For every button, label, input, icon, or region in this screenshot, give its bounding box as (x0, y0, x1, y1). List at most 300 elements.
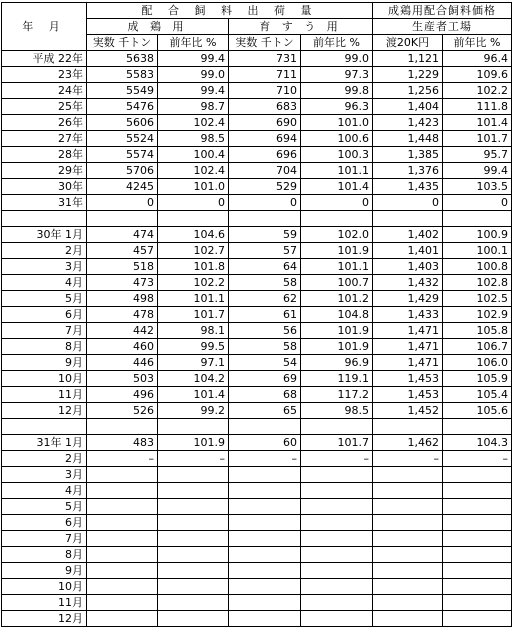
table-cell (87, 467, 158, 483)
table-cell (301, 595, 373, 611)
row-label: 3月 (2, 259, 87, 275)
table-cell (443, 211, 512, 227)
table-cell: 483 (87, 435, 158, 451)
table-cell (158, 563, 229, 579)
table-cell (443, 611, 512, 627)
table-row (2, 99, 512, 115)
table-cell: 474 (87, 227, 158, 243)
table-row (2, 195, 512, 211)
table-cell (229, 419, 301, 435)
row-label: 3月 (2, 467, 87, 483)
table-cell: 111.8 (443, 99, 512, 115)
table-cell: 473 (87, 275, 158, 291)
table-cell: 58 (229, 275, 301, 291)
table-cell: 683 (229, 99, 301, 115)
table-row (2, 499, 512, 515)
table-cell: 704 (229, 163, 301, 179)
table-cell: 97.1 (158, 355, 229, 371)
row-label: 11月 (2, 595, 87, 611)
table-row (2, 307, 512, 323)
table-row (2, 259, 512, 275)
table-cell: 100.6 (301, 131, 373, 147)
table-cell (301, 211, 373, 227)
table-cell: 102.0 (301, 227, 373, 243)
table-cell (301, 547, 373, 563)
row-label: 4月 (2, 275, 87, 291)
table-row (2, 371, 512, 387)
table-cell: 62 (229, 291, 301, 307)
table-cell: 5706 (87, 163, 158, 179)
table-cell: 0 (158, 195, 229, 211)
table-cell (443, 467, 512, 483)
producer-factory-header: 生産者工場 (373, 19, 512, 35)
table-cell (443, 595, 512, 611)
table-cell (87, 419, 158, 435)
row-label: 4月 (2, 483, 87, 499)
table-cell (301, 483, 373, 499)
table-cell (373, 483, 443, 499)
table-cell: 99.0 (158, 67, 229, 83)
table-row (2, 435, 512, 451)
table-cell: 5524 (87, 131, 158, 147)
table-cell: 1,376 (373, 163, 443, 179)
row-label: 27年 (2, 131, 87, 147)
table-cell: 99.4 (443, 163, 512, 179)
table-cell (229, 499, 301, 515)
table-cell: 1,423 (373, 115, 443, 131)
table-row (2, 163, 512, 179)
table-cell (373, 515, 443, 531)
table-row (2, 547, 512, 563)
table-cell: 102.8 (443, 275, 512, 291)
table-cell (229, 563, 301, 579)
table-cell: 105.8 (443, 323, 512, 339)
table-cell: 101.1 (301, 259, 373, 275)
table-row (2, 275, 512, 291)
table-cell: 59 (229, 227, 301, 243)
table-cell (229, 467, 301, 483)
row-label: 5月 (2, 499, 87, 515)
layer-feed-price-header: 成鶏用配合飼料価格 (373, 3, 512, 19)
table-cell (87, 579, 158, 595)
table-cell: 1,432 (373, 275, 443, 291)
row-label: 8月 (2, 547, 87, 563)
table-cell (158, 579, 229, 595)
table-cell (373, 499, 443, 515)
table-cell: 1,453 (373, 371, 443, 387)
table-cell: 96.9 (301, 355, 373, 371)
table-cell: 1,256 (373, 83, 443, 99)
table-cell: 104.3 (443, 435, 512, 451)
table-cell: 99.0 (301, 51, 373, 67)
table-cell: 529 (229, 179, 301, 195)
table-cell: 57 (229, 243, 301, 259)
row-label: 11月 (2, 387, 87, 403)
table-cell: 101.9 (158, 435, 229, 451)
table-cell: 1,403 (373, 259, 443, 275)
table-cell (158, 499, 229, 515)
table-cell: 1,448 (373, 131, 443, 147)
table-cell: 105.9 (443, 371, 512, 387)
table-cell: 97.3 (301, 67, 373, 83)
table-cell: 101.0 (158, 179, 229, 195)
table-cell: 95.7 (443, 147, 512, 163)
table-cell (443, 579, 512, 595)
row-label: 平成 22年 (2, 51, 87, 67)
table-cell: 99.4 (158, 51, 229, 67)
table-cell (443, 515, 512, 531)
table-cell (373, 579, 443, 595)
table-cell (301, 515, 373, 531)
table-cell (229, 611, 301, 627)
col-header-chick-yoy: 前年比 % (301, 35, 373, 51)
table-cell: 101.8 (158, 259, 229, 275)
row-label: 31年 1月 (2, 435, 87, 451)
table-cell: 1,401 (373, 243, 443, 259)
table-cell: 98.5 (301, 403, 373, 419)
table-cell: 119.1 (301, 371, 373, 387)
table-cell: 1,471 (373, 323, 443, 339)
table-cell: 731 (229, 51, 301, 67)
table-cell: 498 (87, 291, 158, 307)
table-cell: 710 (229, 83, 301, 99)
table-cell: 117.2 (301, 387, 373, 403)
table-cell (158, 419, 229, 435)
row-label: 5月 (2, 291, 87, 307)
table-row (2, 179, 512, 195)
table-cell (87, 563, 158, 579)
table-cell: – (301, 451, 373, 467)
row-label: 25年 (2, 99, 87, 115)
table-cell: 1,471 (373, 339, 443, 355)
table-cell (87, 211, 158, 227)
table-cell (229, 547, 301, 563)
table-cell: 102.5 (443, 291, 512, 307)
feed-shipment-table (1, 2, 512, 627)
table-cell: 1,471 (373, 355, 443, 371)
row-label: 6月 (2, 307, 87, 323)
row-label: 24年 (2, 83, 87, 99)
table-row (2, 579, 512, 595)
table-cell (301, 499, 373, 515)
table-cell: 68 (229, 387, 301, 403)
table-cell (443, 483, 512, 499)
table-cell: 442 (87, 323, 158, 339)
table-cell: 101.7 (301, 435, 373, 451)
table-cell: 694 (229, 131, 301, 147)
table-cell (158, 467, 229, 483)
table-cell (158, 483, 229, 499)
table-cell (443, 531, 512, 547)
table-row (2, 563, 512, 579)
table-row (2, 419, 512, 435)
row-label: 31年 (2, 195, 87, 211)
table-cell: 0 (87, 195, 158, 211)
table-row (2, 323, 512, 339)
table-cell (443, 547, 512, 563)
layer-hen-feed-header: 成 鶏 用 (87, 19, 229, 35)
table-cell: 1,229 (373, 67, 443, 83)
table-cell: – (229, 451, 301, 467)
table-cell: 60 (229, 435, 301, 451)
col-header-layer-yoy: 前年比 % (158, 35, 229, 51)
table-cell: 1,462 (373, 435, 443, 451)
table-cell: 1,453 (373, 387, 443, 403)
table-cell (373, 563, 443, 579)
table-cell (229, 595, 301, 611)
table-cell (301, 563, 373, 579)
table-row (2, 67, 512, 83)
table-row (2, 451, 512, 467)
table-cell: 5583 (87, 67, 158, 83)
table-cell: 460 (87, 339, 158, 355)
table-cell: 100.3 (301, 147, 373, 163)
table-cell: 690 (229, 115, 301, 131)
table-cell (87, 611, 158, 627)
table-cell: 102.7 (158, 243, 229, 259)
table-cell (87, 531, 158, 547)
table-cell: 101.4 (158, 387, 229, 403)
table-cell: 5476 (87, 99, 158, 115)
table-cell (87, 595, 158, 611)
table-cell: 58 (229, 339, 301, 355)
table-cell: 99.5 (158, 339, 229, 355)
table-cell: 105.6 (443, 403, 512, 419)
table-cell (229, 515, 301, 531)
table-cell: 102.4 (158, 115, 229, 131)
row-label: 7月 (2, 531, 87, 547)
table-cell (158, 211, 229, 227)
table-cell: 5549 (87, 83, 158, 99)
table-cell: 96.3 (301, 99, 373, 115)
table-cell: – (158, 451, 229, 467)
row-label (2, 419, 87, 435)
table-cell: 496 (87, 387, 158, 403)
table-row (2, 131, 512, 147)
row-label: 30年 (2, 179, 87, 195)
table-cell (373, 531, 443, 547)
table-cell: 101.9 (301, 243, 373, 259)
table-cell (158, 531, 229, 547)
table-cell: 99.2 (158, 403, 229, 419)
table-cell: 65 (229, 403, 301, 419)
table-cell (301, 467, 373, 483)
table-cell: 0 (373, 195, 443, 211)
row-label: 8月 (2, 339, 87, 355)
table-cell (158, 515, 229, 531)
table-cell: 100.9 (443, 227, 512, 243)
row-label: 12月 (2, 611, 87, 627)
table-cell (87, 483, 158, 499)
table-cell: 101.2 (301, 291, 373, 307)
row-label: 26年 (2, 115, 87, 131)
col-header-price: 渡20K円 (373, 35, 443, 51)
row-label: 10月 (2, 579, 87, 595)
table-cell: 102.9 (443, 307, 512, 323)
row-label: 9月 (2, 563, 87, 579)
table-cell (301, 531, 373, 547)
row-label: 12月 (2, 403, 87, 419)
table-cell: 101.1 (158, 291, 229, 307)
table-cell: 446 (87, 355, 158, 371)
table-row (2, 211, 512, 227)
table-cell: 101.1 (301, 163, 373, 179)
table-cell: 106.0 (443, 355, 512, 371)
table-cell (373, 467, 443, 483)
table-cell (229, 579, 301, 595)
table-cell: 104.2 (158, 371, 229, 387)
row-label: 9月 (2, 355, 87, 371)
table-cell: 98.7 (158, 99, 229, 115)
row-label: 2月 (2, 451, 87, 467)
table-row (2, 483, 512, 499)
col-header-price-yoy: 前年比 % (443, 35, 512, 51)
table-cell: 61 (229, 307, 301, 323)
row-label: 28年 (2, 147, 87, 163)
table-cell: 101.0 (301, 115, 373, 131)
table-cell: 54 (229, 355, 301, 371)
table-cell: 4245 (87, 179, 158, 195)
table-cell: 1,435 (373, 179, 443, 195)
row-label: 6月 (2, 515, 87, 531)
table-cell: 0 (301, 195, 373, 211)
table-cell: 1,452 (373, 403, 443, 419)
table-cell: – (443, 451, 512, 467)
row-label: 23年 (2, 67, 87, 83)
table-cell: 5574 (87, 147, 158, 163)
table-cell: 100.8 (443, 259, 512, 275)
table-cell: 102.2 (443, 83, 512, 99)
table-row (2, 291, 512, 307)
table-cell: 478 (87, 307, 158, 323)
col-header-chick-qty: 実数 千トン (229, 35, 301, 51)
table-cell: 1,402 (373, 227, 443, 243)
table-row (2, 147, 512, 163)
row-label: 10月 (2, 371, 87, 387)
table-cell (87, 499, 158, 515)
table-cell: 98.5 (158, 131, 229, 147)
row-label: 30年 1月 (2, 227, 87, 243)
table-cell (229, 531, 301, 547)
table-row (2, 403, 512, 419)
table-cell: 101.9 (301, 323, 373, 339)
table-cell: 100.7 (301, 275, 373, 291)
table-cell: 96.4 (443, 51, 512, 67)
table-cell (373, 419, 443, 435)
table-cell: 100.1 (443, 243, 512, 259)
table-row (2, 115, 512, 131)
table-cell: 104.6 (158, 227, 229, 243)
table-row (2, 227, 512, 243)
table-cell: 103.5 (443, 179, 512, 195)
table-cell: 100.4 (158, 147, 229, 163)
table-cell: 104.8 (301, 307, 373, 323)
row-label: 7月 (2, 323, 87, 339)
table-cell (443, 419, 512, 435)
table-cell: 503 (87, 371, 158, 387)
table-cell: 526 (87, 403, 158, 419)
table-row (2, 83, 512, 99)
table-cell: 56 (229, 323, 301, 339)
table-cell: 1,121 (373, 51, 443, 67)
compound-feed-shipment-header: 配 合 飼 料 出 荷 量 (87, 3, 373, 19)
row-label (2, 211, 87, 227)
table-cell: 102.2 (158, 275, 229, 291)
table-cell: 64 (229, 259, 301, 275)
table-cell: 5638 (87, 51, 158, 67)
table-cell: 0 (443, 195, 512, 211)
table-row (2, 243, 512, 259)
table-cell (373, 211, 443, 227)
table-cell: 711 (229, 67, 301, 83)
table-cell (373, 547, 443, 563)
table-cell (301, 419, 373, 435)
table-cell (443, 499, 512, 515)
table-cell: 101.4 (301, 179, 373, 195)
table-cell: – (373, 451, 443, 467)
table-cell (373, 611, 443, 627)
table-cell: 105.4 (443, 387, 512, 403)
table-cell: 101.7 (443, 131, 512, 147)
table-body (2, 51, 512, 627)
table-cell: 101.4 (443, 115, 512, 131)
table-row (2, 355, 512, 371)
table-cell: 1,385 (373, 147, 443, 163)
table-cell (229, 483, 301, 499)
table-cell: 106.7 (443, 339, 512, 355)
table-row (2, 515, 512, 531)
table-row (2, 467, 512, 483)
table-row (2, 611, 512, 627)
table-row (2, 531, 512, 547)
table-cell (301, 611, 373, 627)
table-row (2, 51, 512, 67)
table-cell: 101.7 (158, 307, 229, 323)
table-cell: 457 (87, 243, 158, 259)
table-cell (301, 579, 373, 595)
table-row (2, 595, 512, 611)
row-header-year-month: 年 月 (2, 3, 87, 51)
chick-feed-header: 育 す う 用 (229, 19, 373, 35)
row-label: 29年 (2, 163, 87, 179)
table-cell (87, 547, 158, 563)
table-cell (158, 547, 229, 563)
table-cell: 1,429 (373, 291, 443, 307)
table-cell (373, 595, 443, 611)
table-cell: 101.9 (301, 339, 373, 355)
table-cell (87, 515, 158, 531)
table-cell: 109.6 (443, 67, 512, 83)
table-cell: 98.1 (158, 323, 229, 339)
table-cell: 99.4 (158, 83, 229, 99)
table-cell: 1,404 (373, 99, 443, 115)
table-cell (443, 563, 512, 579)
table-cell: 69 (229, 371, 301, 387)
table-cell: – (87, 451, 158, 467)
table-cell: 102.4 (158, 163, 229, 179)
table-row (2, 387, 512, 403)
table-row (2, 339, 512, 355)
table-cell (158, 595, 229, 611)
table-cell: 696 (229, 147, 301, 163)
table-cell: 5606 (87, 115, 158, 131)
row-label: 2月 (2, 243, 87, 259)
table-cell: 1,433 (373, 307, 443, 323)
table-cell (229, 211, 301, 227)
table-cell: 518 (87, 259, 158, 275)
table-cell: 99.8 (301, 83, 373, 99)
table-cell: 0 (229, 195, 301, 211)
